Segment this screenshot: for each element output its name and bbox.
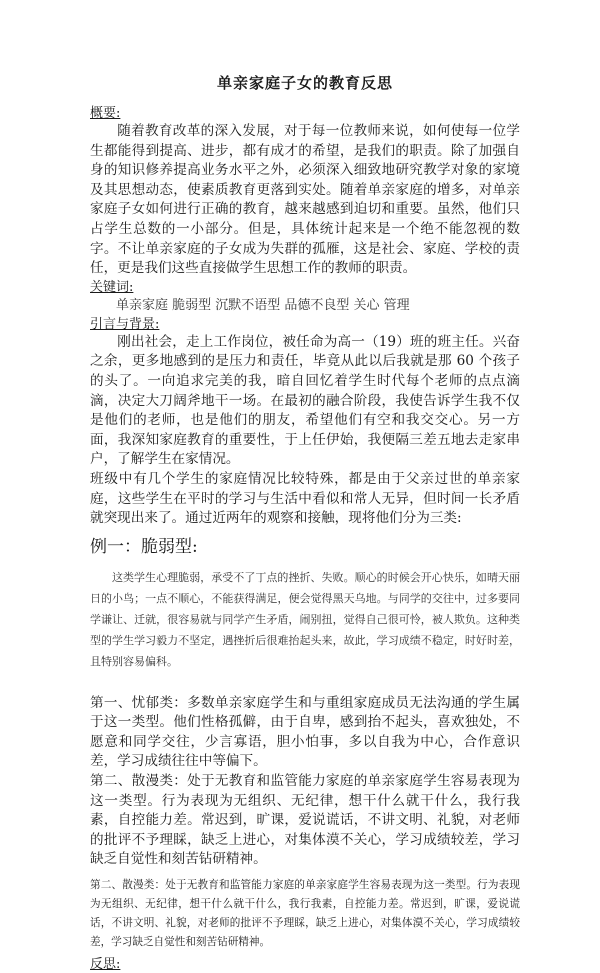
overview-paragraph: 随着教育改革的深入发展，对于每一位教师来说，如何使每一位学生都能得到提高、进步，都有成才的希望，是我们的职责。除了加强自身的知识修养提高业务水平之外，必须深入细致地研究教学对象的家境及其思想动态，使素质教育更落到实处。随着单亲家庭的增多，对单亲家庭子女如何进行正确的教育，越来越感到迫切和重要。虽然，他们只占学生总数的一小部分。但是，具体统计起来是一个绝不能忽视的数字。不让单亲家庭的子女成为失群的孤雁，这是社会、家庭、学校的责任，更是我们这些直接做学生思想工作的教师的职责。	[90, 123, 520, 277]
type1-paragraph: 第一、忧郁类：多数单亲家庭学生和与重组家庭成员无法沟通的学生属于这一类型。他们性格孤僻，由于自卑，感到抬不起头，喜欢独处，不愿意和同学交往，少言寡语，胆小怕事，多以自我为中心，合作意识差，学习成绩往往中等偏下。	[90, 694, 520, 770]
intro-heading: 引言与背景:	[90, 316, 160, 332]
reflection-heading: 反思:	[90, 957, 121, 973]
document-title: 单亲家庭子女的教育反思	[216, 74, 393, 92]
type2-paragraph: 第二、散漫类：处于无教育和监管能力家庭的单亲家庭学生容易表现为这一类型。行为表现为无组织、无纪律，想干什么就干什么，我行我素，自控能力差。常迟到，旷课，爱说谎话，不讲文明、礼貌，对老师的批评不予理睬，缺乏上进心，对集体漠不关心，学习成绩较差，学习缺乏自觉性和刻苦钻研精神。	[90, 773, 520, 868]
intro-paragraph: 刚出社会，走上工作岗位，被任命为高一（19）班的班主任。兴奋之余，更多地感到的是压力和责任，毕竟从此以后我就是那 60 个孩子的头了。一向追求完美的我，暗自回忆着学生时代每个老师的点点滴滴，决定大刀阔斧地干一场。在最初的融合阶段，我使告诉学生我不仅是他们的老师，也是他们的朋友，希望他们有空和我交交心。另一方面，我深知家庭教育的重要性，于上任伊始，我便隔三差五地去走家串户，了解学生在家情况。	[90, 333, 520, 468]
example1-paragraph: 这类学生心理脆弱，承受不了丁点的挫折、失败。顺心的时候会开心快乐，如晴天丽日的小鸟；一点不顺心，不能获得满足，便会觉得黑天乌地。与同学的交往中，过多要同学谦让、迁就，很容易就与同学产生矛盾，闹别扭，觉得自己很可怜，被人欺负。这种类型的学生学习毅力不坚定，遇挫折后很难抬起头来，故此，学习成绩不稳定，时好时差，且特别容易偏科。	[90, 570, 520, 668]
keywords-heading: 关键词:	[90, 279, 134, 295]
spacer	[90, 672, 520, 694]
example1-heading: 例一：脆弱型:	[90, 536, 198, 557]
keywords-list: 单亲家庭 脆弱型 沉默不语型 品德不良型 关心 管理	[116, 297, 410, 313]
intro-paragraph-2: 班级中有几个学生的家庭情况比较特殊，都是由于父亲过世的单亲家庭，这些学生在平时的学习与生活中看似和常人无异，但时间一长矛盾就突现出来了。通过近两年的观察和接触，现将他们分为三类:	[90, 470, 520, 527]
type2-small-paragraph: 第二、散漫类：处于无教育和监管能力家庭的单亲家庭学生容易表现为这一类型。行为表现为无组织、无纪律，想干什么就干什么，我行我素，自控能力差。常迟到，旷课，爱说谎话，不讲文明、礼貌，对老师的批评不予理睬，缺乏上进心，对集体漠不关心，学习成绩较差，学习缺乏自觉性和刻苦钻研精神。	[90, 879, 520, 949]
document-page	[90, 72, 520, 973]
overview-heading: 概要:	[90, 106, 121, 121]
